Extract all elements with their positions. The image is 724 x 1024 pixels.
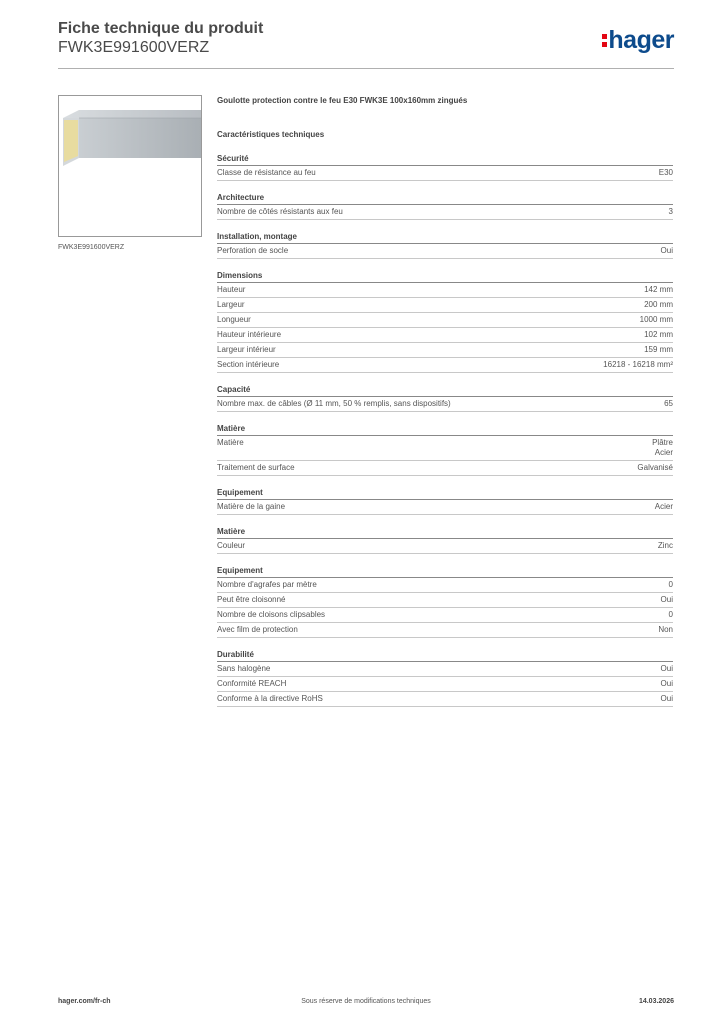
footer-note: Sous réserve de modifications techniques [301,998,431,1005]
spec-section [217,650,673,707]
spec-row [217,166,673,181]
spec-section [217,271,673,373]
spec-value: E30 [658,168,673,177]
spec-value: 142 mm [644,285,673,294]
spec-label: Nombre de cloisons clipsables [217,610,326,619]
spec-value: Zinc [657,541,673,550]
spec-value: 16218 - 16218 mm² [603,360,673,369]
document-title: Fiche technique du produit [58,20,264,37]
spec-label: Hauteur [217,285,246,294]
spec-row [217,298,673,313]
spec-row [217,608,673,623]
spec-row [217,358,673,373]
spec-value: 3 [668,207,673,216]
spec-label: Section intérieure [217,360,280,369]
spec-label: Conforme à la directive RoHS [217,694,323,703]
spec-value: 102 mm [644,330,673,339]
section-title: Matière [217,527,673,539]
page-header [58,20,674,68]
spec-row [217,623,673,638]
section-title: Equipement [217,566,673,578]
spec-value: Oui [660,664,673,673]
spec-section [217,527,673,554]
footer-website[interactable]: hager.com/fr-ch [58,998,111,1005]
spec-row [217,343,673,358]
hager-logo [602,26,674,55]
spec-value: 65 [664,399,673,408]
section-title: Capacité [217,385,673,397]
spec-row [217,500,673,515]
spec-row [217,313,673,328]
spec-label: Classe de résistance au feu [217,168,316,177]
spec-label: Avec film de protection [217,625,298,634]
spec-label: Largeur intérieur [217,345,276,354]
spec-section [217,385,673,412]
spec-label: Sans halogène [217,664,271,673]
spec-row [217,283,673,298]
spec-row [217,397,673,412]
spec-value: Oui [660,679,673,688]
spec-row [217,692,673,707]
spec-value: 0 [668,610,673,619]
spec-value: Acier [654,502,673,511]
spec-label: Nombre de côtés résistants aux feu [217,207,343,216]
section-title: Sécurité [217,154,673,166]
product-code: FWK3E991600VERZ [58,39,210,56]
spec-label: Longueur [217,315,251,324]
spec-label: Hauteur intérieure [217,330,282,339]
spec-section [217,232,673,259]
spec-label: Nombre max. de câbles (Ø 11 mm, 50 % remplis, sans dispositifs) [217,399,451,408]
spec-label: Largeur [217,300,245,309]
spec-label: Nombre d'agrafes par mètre [217,580,317,589]
spec-label: Perforation de socle [217,246,289,255]
spec-value: Oui [660,246,673,255]
spec-label: Conformité REACH [217,679,287,688]
spec-row [217,244,673,259]
spec-row [217,436,673,461]
spec-section [217,424,673,476]
spec-row [217,461,673,476]
cable-trunking-photo-icon [59,96,201,236]
image-caption: FWK3E991600VERZ [58,244,125,251]
section-title: Installation, montage [217,232,673,244]
spec-section [217,488,673,515]
logo-text: hager [608,26,674,54]
spec-section [217,566,673,638]
spec-value: Non [658,625,673,634]
spec-sections [217,154,673,707]
spec-row [217,662,673,677]
footer-date: 14.03.2026 [638,998,674,1005]
spec-label: Couleur [217,541,246,550]
specs-title: Caractéristiques techniques [217,130,325,139]
product-details [217,96,673,707]
spec-value: 200 mm [644,300,673,309]
section-title: Dimensions [217,271,673,283]
section-title: Durabilité [217,650,673,662]
section-title: Architecture [217,193,673,205]
spec-label: Matière [217,438,244,447]
header-divider [58,68,674,69]
spec-value: Oui [660,694,673,703]
spec-value: Plâtre Acier [652,438,673,457]
spec-label: Matière de la gaine [217,502,286,511]
spec-value: Galvanisé [637,463,673,472]
spec-label: Traitement de surface [217,463,295,472]
spec-row [217,328,673,343]
spec-row [217,205,673,220]
spec-label: Peut être cloisonné [217,595,286,604]
spec-value: 0 [668,580,673,589]
spec-value: Oui [660,595,673,604]
section-title: Matière [217,424,673,436]
spec-value: 159 mm [644,345,673,354]
spec-value: 1000 mm [639,315,673,324]
spec-row [217,593,673,608]
spec-section [217,154,673,181]
spec-row [217,539,673,554]
product-image [58,95,202,237]
section-title: Equipement [217,488,673,500]
spec-row [217,578,673,593]
spec-row [217,677,673,692]
logo-dots-icon [602,32,607,49]
product-description: Goulotte protection contre le feu E30 FWK3E 100x160mm zingués [217,96,468,105]
spec-section [217,193,673,220]
